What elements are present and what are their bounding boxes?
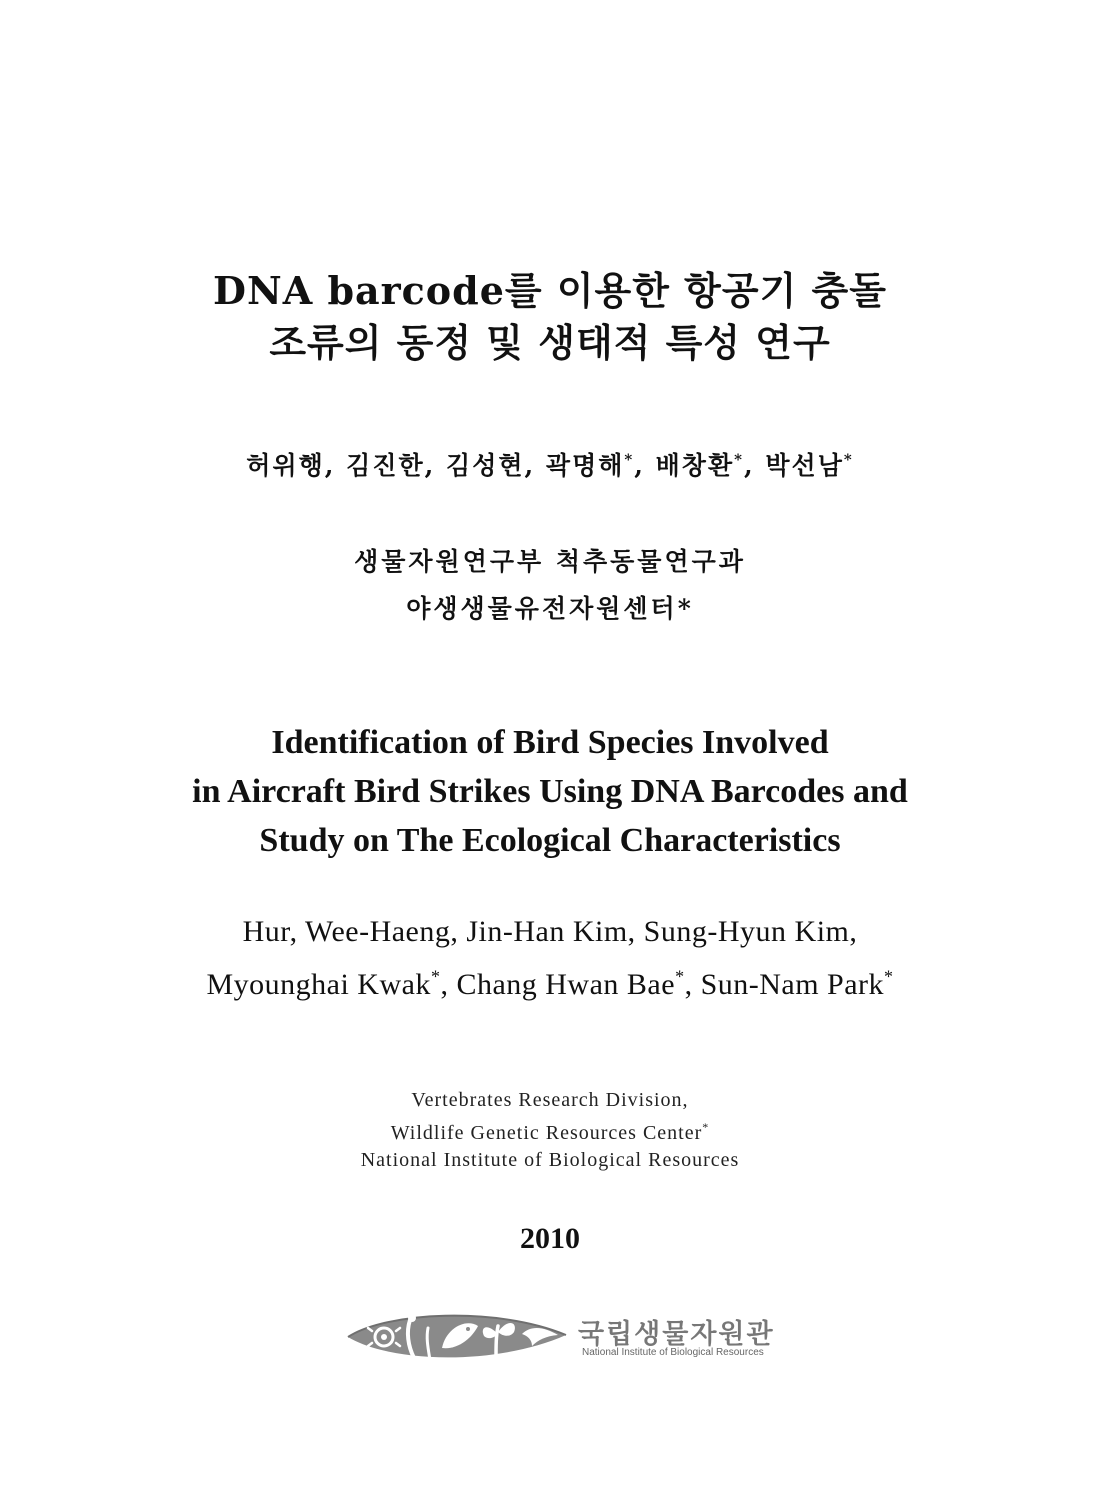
korean-title-line-2: 조류의 동정 및 생태적 특성 연구 bbox=[269, 320, 831, 365]
english-author: Myounghai Kwak bbox=[206, 968, 431, 1001]
author-star: * bbox=[675, 966, 685, 987]
institute-logo bbox=[346, 1308, 775, 1366]
korean-author: 김성현 bbox=[446, 451, 525, 480]
leaf-emblem-icon bbox=[346, 1308, 568, 1366]
author-star: * bbox=[734, 450, 744, 469]
korean-author: 배창환 bbox=[655, 451, 735, 480]
korean-author: 곽명해 bbox=[545, 451, 625, 480]
korean-author: 박선남 bbox=[765, 451, 844, 480]
author-star: * bbox=[430, 966, 441, 987]
english-authors-line-1: Hur, Wee-Haeng, Jin-Han Kim, Sung-Hyun Kim, bbox=[242, 915, 858, 948]
author-star: * bbox=[884, 966, 894, 987]
author-star: * bbox=[843, 450, 854, 469]
english-affiliation-line-1: Vertebrates Research Division, bbox=[411, 1089, 689, 1111]
english-authors-line-2: Myounghai Kwak*, Chang Hwan Bae*, Sun-Nam Park* bbox=[206, 966, 894, 1001]
korean-authors: 허위행, 김진한, 김성현, 곽명해*, 배창환*, 박선남* bbox=[246, 450, 854, 480]
korean-affiliation-line-2: 야생생물유전자원센터* bbox=[406, 594, 694, 623]
korean-author: 허위행 bbox=[246, 451, 325, 480]
korean-author: 김진한 bbox=[346, 451, 425, 480]
publication-year: 2010 bbox=[520, 1222, 580, 1255]
korean-title-line-1: DNA barcode를 이용한 항공기 충돌 bbox=[213, 268, 887, 313]
english-title-line-2: in Aircraft Bird Strikes Using DNA Barcodes and bbox=[192, 773, 908, 810]
english-affiliation-line-3: National Institute of Biological Resources bbox=[360, 1149, 740, 1171]
affiliation-star: * bbox=[702, 1120, 710, 1135]
english-author: Sun-Nam Park bbox=[700, 968, 885, 1001]
affiliation-center: Wildlife Genetic Resources Center bbox=[390, 1122, 703, 1144]
institute-name-korean: 국립생물자원관 bbox=[578, 1319, 775, 1350]
institute-name-english: National Institute of Biological Resources bbox=[582, 1347, 764, 1358]
english-title-line-1: Identification of Bird Species Involved bbox=[271, 724, 829, 761]
english-author: Chang Hwan Bae bbox=[456, 968, 676, 1001]
author-star: * bbox=[624, 450, 635, 469]
korean-affiliation-line-1: 생물자원연구부 척추동물연구과 bbox=[354, 547, 746, 576]
english-title-line-3: Study on The Ecological Characteristics bbox=[259, 822, 841, 859]
english-affiliation-line-2 bbox=[0, 1122, 1100, 1145]
